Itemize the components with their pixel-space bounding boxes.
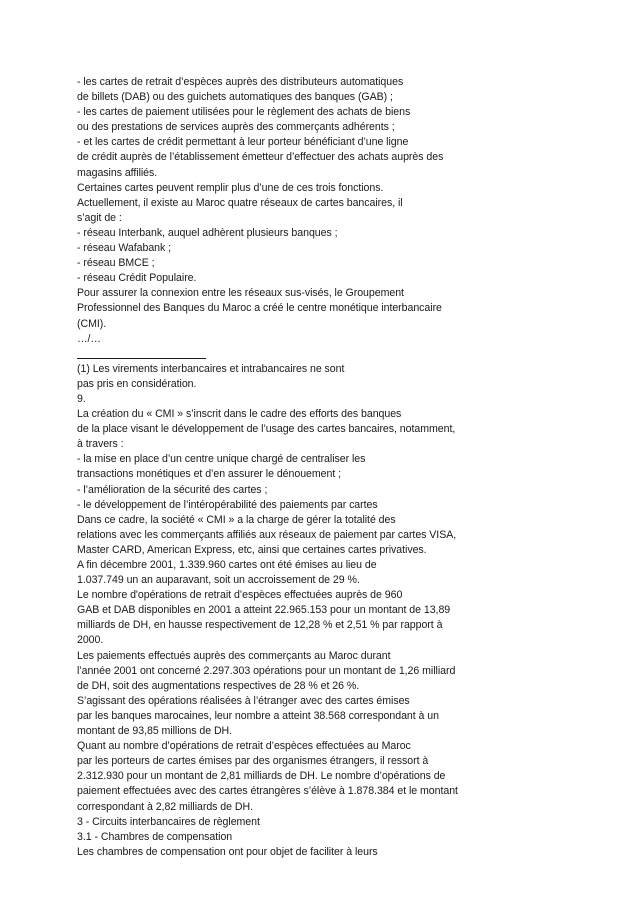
text-line: par les banques marocaines, leur nombre a atteint 38.568 correspondant à un [77,709,439,722]
text-line: …/… [77,332,101,345]
text-line: - réseau Wafabank ; [77,242,172,255]
text-line: Le nombre d'opérations de retrait d’espèces effectuées auprès de 960 [77,589,403,602]
text-line: 2000. [77,634,104,647]
text-line: correspondant à 2,82 milliards de DH. [77,800,253,813]
text-line: - les cartes de paiement utilisées pour le règlement des achats de biens [77,106,411,119]
text-line: l’année 2001 ont concerné 2.297.303 opérations pour un montant de 1,26 milliard [77,664,456,677]
text-line: magasins affiliés. [77,166,158,179]
subsection-heading: 3.1 - Chambres de compensation [77,830,233,843]
text-line: Les paiements effectués auprès des commerçants au Maroc durant [77,649,391,662]
footnote-line: (1) Les virements interbancaires et intrabancaires ne sont [77,362,345,375]
text-line: Pour assurer la connexion entre les réseaux sus-visés, le Groupement [77,287,404,300]
text-line: - réseau BMCE ; [77,257,155,270]
document-page [77,75,597,860]
text-line: 2.312.930 pour un montant de 2,81 milliards de DH. Le nombre d’opérations de [77,770,446,783]
text-line: milliards de DH, en hausse respectivement de 12,28 % et 2,51 % par rapport à [77,619,443,632]
text-line: 1.037.749 un an auparavant, soit un accroissement de 29 %. [77,574,360,587]
text-line: (CMI). [77,317,107,330]
text-line: paiement effectuées avec des cartes étrangères s’élève à 1.878.384 et le montant [77,785,458,798]
text-line: Certaines cartes peuvent remplir plus d’une de ces trois fonctions. [77,181,384,194]
text-line: transactions monétiques et d’en assurer le dénouement ; [77,468,342,481]
text-line: Dans ce cadre, la société « CMI » a la charge de gérer la totalité des [77,513,396,526]
text-line: - la mise en place d’un centre unique chargé de centraliser les [77,453,366,466]
text-line: de crédit auprès de l’établissement émetteur d’effectuer des achats auprès des [77,151,444,164]
text-line: ou des prestations de services auprès des commerçants adhérents ; [77,121,395,134]
text-line: - réseau Crédit Populaire. [77,272,197,285]
text-line: Master CARD, American Express, etc, ainsi que certaines cartes privatives. [77,543,427,556]
text-line: de la place visant le développement de l’usage des cartes bancaires, notamment, [77,423,456,436]
text-line: de billets (DAB) ou des guichets automatiques des banques (GAB) ; [77,91,393,104]
text-line: montant de 93,85 millions de DH. [77,725,233,738]
text-line: S’agissant des opérations réalisées à l’étranger avec des cartes émises [77,694,410,707]
footnote-separator [77,347,206,362]
footnote-line: pas pris en considération. [77,377,197,390]
section-heading: 3 - Circuits interbancaires de règlement [77,815,260,828]
text-line: relations avec les commerçants affiliés aux réseaux de paiement par cartes VISA, [77,528,457,541]
text-line: Les chambres de compensation ont pour objet de faciliter à leurs [77,845,378,858]
text-line: - les cartes de retrait d’espèces auprès des distributeurs automatiques [77,76,404,88]
page-number: 9. [77,392,86,405]
text-line: Quant au nombre d’opérations de retrait d’espèces effectuées au Maroc [77,740,411,753]
text-line: - l’amélioration de la sécurité des cartes ; [77,483,268,496]
text-line: A fin décembre 2001, 1.339.960 cartes ont été émises au lieu de [77,559,377,571]
text-line: à travers : [77,438,124,451]
text-line: Actuellement, il existe au Maroc quatre réseaux de cartes bancaires, il [77,196,403,209]
text-line: - réseau Interbank, auquel adhèrent plusieurs banques ; [77,226,338,239]
text-line: La création du « CMI » s’inscrit dans le cadre des efforts des banques [77,408,402,421]
text-line: Professionnel des Banques du Maroc a créé le centre monétique interbancaire [77,302,442,315]
text-line: par les porteurs de cartes émises par des organismes étrangers, il ressort à [77,755,429,768]
text-line: - et les cartes de crédit permettant à leur porteur bénéficiant d’une ligne [77,136,409,149]
text-line: GAB et DAB disponibles en 2001 a atteint 22.965.153 pour un montant de 13,89 [77,604,451,617]
text-line: s’agit de : [77,211,122,224]
text-line: - le développement de l’intéropérabilité des paiements par cartes [77,498,378,511]
text-line: de DH, soit des augmentations respectives de 28 % et 26 %. [77,679,360,692]
